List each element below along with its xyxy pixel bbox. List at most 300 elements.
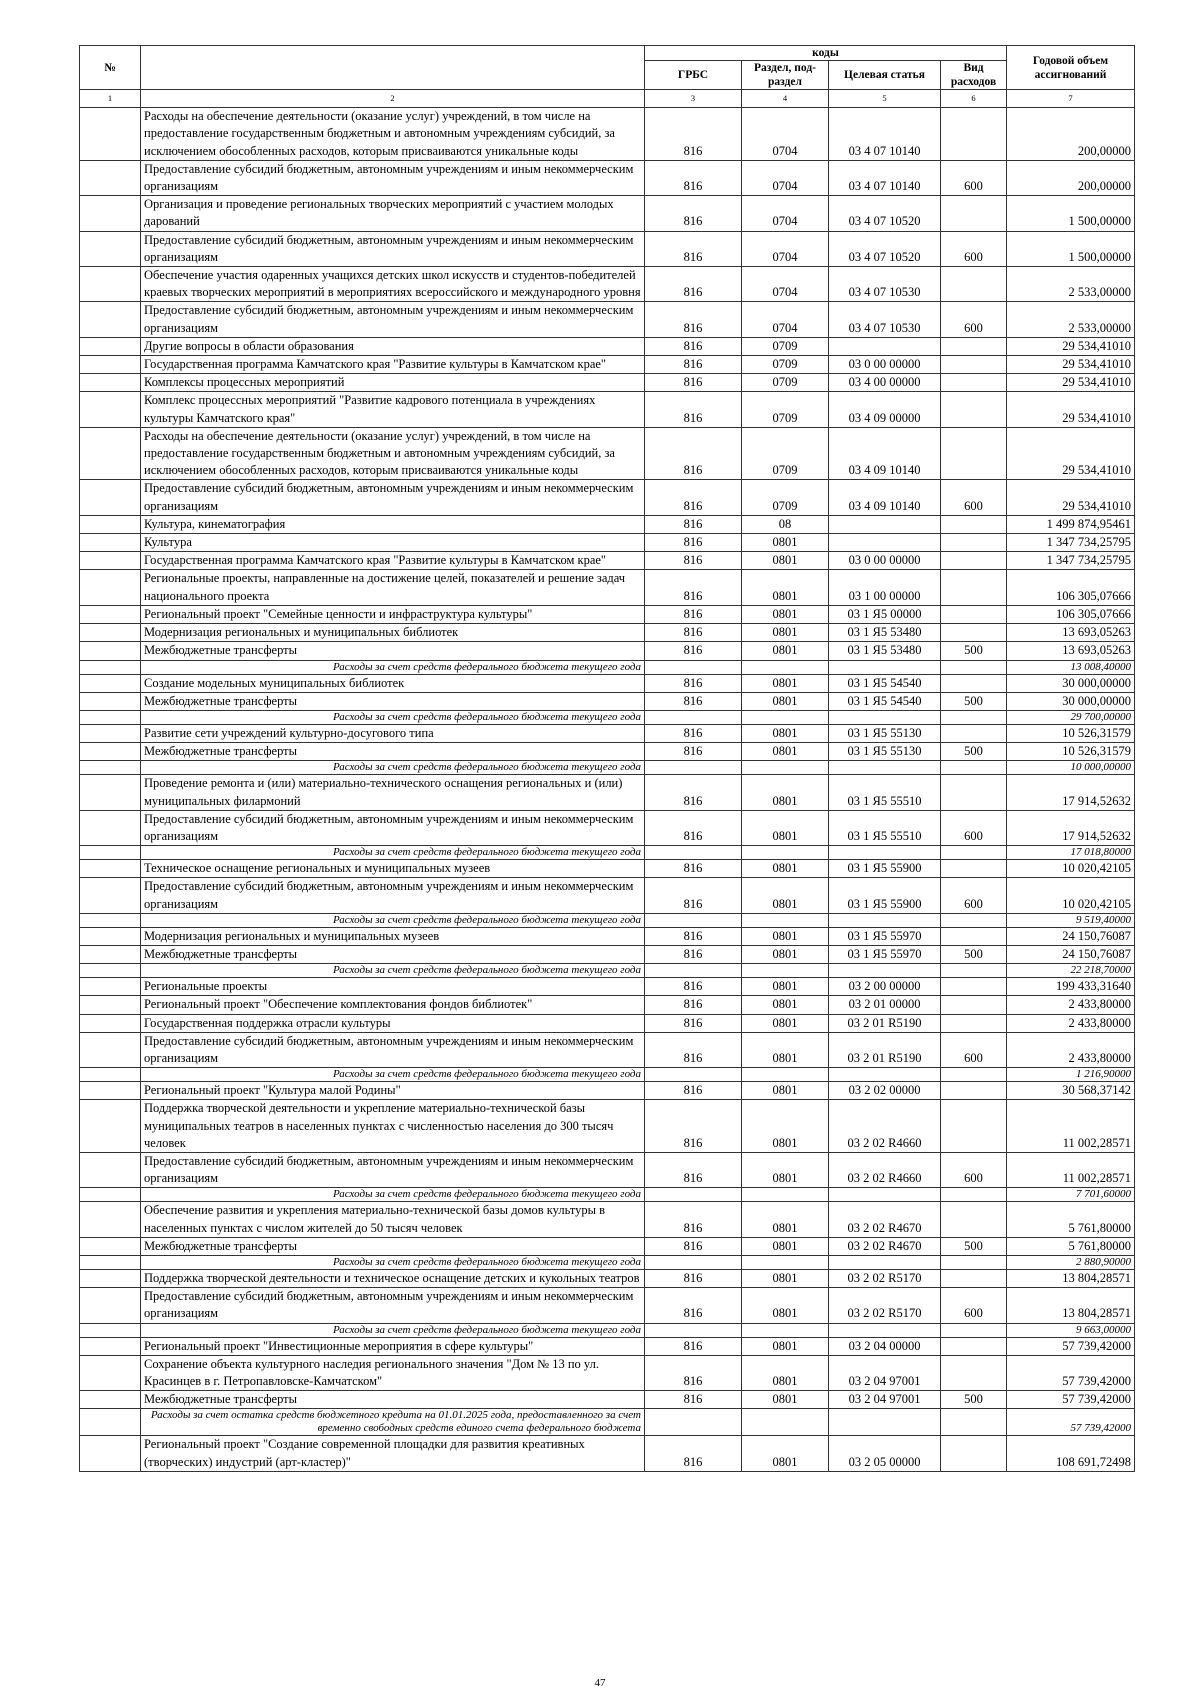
note-row xyxy=(80,660,1135,674)
cell-no xyxy=(80,761,141,775)
cell-no xyxy=(80,515,141,533)
cell-type xyxy=(941,964,1007,978)
cell-amount: 13 693,05263 xyxy=(1007,642,1135,660)
table-row xyxy=(80,1014,1135,1032)
cell-target xyxy=(829,1323,941,1337)
cell-no xyxy=(80,996,141,1014)
cell-section xyxy=(742,1255,829,1269)
cell-amount: 2 880,90000 xyxy=(1007,1255,1135,1269)
cell-grbs: 816 xyxy=(645,231,742,266)
cell-section: 0801 xyxy=(742,1032,829,1067)
cell-no xyxy=(80,1269,141,1287)
cell-no xyxy=(80,1355,141,1390)
cell-amount: 57 739,42000 xyxy=(1007,1409,1135,1436)
cell-name: Предоставление субсидий бюджетным, автономным учреждениям и иным некоммерческим организациям xyxy=(141,1032,645,1067)
table-row xyxy=(80,302,1135,337)
cell-section: 0709 xyxy=(742,480,829,515)
table-row xyxy=(80,945,1135,963)
cell-no xyxy=(80,534,141,552)
cell-name: Проведение ремонта и (или) материально-технического оснащения региональных и (или) муниципальных филармоний xyxy=(141,775,645,810)
cell-target xyxy=(829,964,941,978)
cell-section: 0704 xyxy=(742,231,829,266)
cell-amount: 17 914,52632 xyxy=(1007,775,1135,810)
cell-grbs xyxy=(645,913,742,927)
table-row xyxy=(80,1269,1135,1287)
cell-type xyxy=(941,374,1007,392)
table-row xyxy=(80,1337,1135,1355)
col-number: 4 xyxy=(742,90,829,108)
cell-no xyxy=(80,978,141,996)
cell-grbs: 816 xyxy=(645,692,742,710)
cell-section: 0704 xyxy=(742,302,829,337)
cell-amount: 10 526,31579 xyxy=(1007,743,1135,761)
cell-no xyxy=(80,964,141,978)
cell-name: Модернизация региональных и муниципальных библиотек xyxy=(141,624,645,642)
cell-name: Сохранение объекта культурного наследия регионального значения "Дом № 13 по ул. Красинцев в г. Петропавловске-Камчатском" xyxy=(141,1355,645,1390)
cell-grbs: 816 xyxy=(645,1355,742,1390)
cell-target xyxy=(829,761,941,775)
cell-target: 03 4 09 00000 xyxy=(829,392,941,427)
cell-type xyxy=(941,534,1007,552)
cell-amount: 17 018,80000 xyxy=(1007,846,1135,860)
note-row xyxy=(80,913,1135,927)
cell-target: 03 4 09 10140 xyxy=(829,427,941,480)
cell-section: 0801 xyxy=(742,860,829,878)
table-row xyxy=(80,978,1135,996)
cell-type: 600 xyxy=(941,231,1007,266)
cell-target: 03 2 02 R5170 xyxy=(829,1269,941,1287)
cell-section: 0801 xyxy=(742,1355,829,1390)
cell-section: 0709 xyxy=(742,356,829,374)
cell-grbs xyxy=(645,846,742,860)
cell-type xyxy=(941,337,1007,355)
cell-target: 03 4 07 10520 xyxy=(829,196,941,231)
cell-grbs: 816 xyxy=(645,996,742,1014)
cell-type: 600 xyxy=(941,480,1007,515)
cell-type xyxy=(941,392,1007,427)
cell-section: 0801 xyxy=(742,692,829,710)
cell-amount: 106 305,07666 xyxy=(1007,570,1135,605)
cell-section: 0801 xyxy=(742,605,829,623)
cell-grbs: 816 xyxy=(645,552,742,570)
cell-target xyxy=(829,515,941,533)
cell-target: 03 1 Я5 53480 xyxy=(829,642,941,660)
cell-grbs: 816 xyxy=(645,945,742,963)
table-row xyxy=(80,642,1135,660)
table-row xyxy=(80,1082,1135,1100)
cell-no xyxy=(80,231,141,266)
cell-name: Межбюджетные трансферты xyxy=(141,743,645,761)
cell-no xyxy=(80,1391,141,1409)
cell-name: Создание модельных муниципальных библиотек xyxy=(141,674,645,692)
col-number: 7 xyxy=(1007,90,1135,108)
table-row xyxy=(80,480,1135,515)
cell-section: 0801 xyxy=(742,534,829,552)
cell-no xyxy=(80,108,141,161)
cell-name: Предоставление субсидий бюджетным, автономным учреждениям и иным некоммерческим организациям xyxy=(141,231,645,266)
col-number: 2 xyxy=(141,90,645,108)
note-row xyxy=(80,1323,1135,1337)
cell-grbs: 816 xyxy=(645,860,742,878)
cell-name: Расходы на обеспечение деятельности (оказание услуг) учреждений, в том числе на предоставление государственным бюджетным и автономным учреждениям субсидий, за исключением обособленных расходов, которым присваиваются уникальные коды xyxy=(141,427,645,480)
cell-no xyxy=(80,1014,141,1032)
table-row xyxy=(80,534,1135,552)
cell-type xyxy=(941,927,1007,945)
table-header xyxy=(80,46,1135,108)
cell-target: 03 2 02 00000 xyxy=(829,1082,941,1100)
cell-amount: 200,00000 xyxy=(1007,108,1135,161)
table-row xyxy=(80,337,1135,355)
cell-grbs: 816 xyxy=(645,267,742,302)
cell-no xyxy=(80,480,141,515)
cell-grbs: 816 xyxy=(645,337,742,355)
cell-name: Региональный проект "Обеспечение комплектования фондов библиотек" xyxy=(141,996,645,1014)
cell-name: Предоставление субсидий бюджетным, автономным учреждениям и иным некоммерческим организациям xyxy=(141,1288,645,1323)
cell-note: Расходы за счет остатка средств бюджетного кредита на 01.01.2025 года, предоставленного за счет временно свободных средств единого счета федерального бюджета xyxy=(141,1409,645,1436)
cell-amount: 29 534,41010 xyxy=(1007,356,1135,374)
cell-no xyxy=(80,302,141,337)
cell-target: 03 4 09 10140 xyxy=(829,480,941,515)
note-row xyxy=(80,846,1135,860)
cell-name: Региональные проекты xyxy=(141,978,645,996)
cell-amount: 1 500,00000 xyxy=(1007,231,1135,266)
cell-name: Предоставление субсидий бюджетным, автономным учреждениям и иным некоммерческим организациям xyxy=(141,480,645,515)
cell-amount: 1 500,00000 xyxy=(1007,196,1135,231)
cell-type xyxy=(941,860,1007,878)
cell-target: 03 2 04 97001 xyxy=(829,1391,941,1409)
col-header-section: Раздел, под-раздел xyxy=(742,61,829,90)
note-row xyxy=(80,1068,1135,1082)
cell-section: 0801 xyxy=(742,570,829,605)
cell-no xyxy=(80,1100,141,1153)
cell-type xyxy=(941,605,1007,623)
cell-no xyxy=(80,878,141,913)
cell-no xyxy=(80,1188,141,1202)
col-header-codes: коды xyxy=(645,46,1007,61)
cell-type xyxy=(941,1068,1007,1082)
cell-no xyxy=(80,1255,141,1269)
cell-section: 0801 xyxy=(742,810,829,845)
cell-target: 03 2 05 00000 xyxy=(829,1436,941,1471)
cell-type xyxy=(941,1188,1007,1202)
cell-name: Предоставление субсидий бюджетным, автономным учреждениям и иным некоммерческим организациям xyxy=(141,878,645,913)
table-row xyxy=(80,356,1135,374)
cell-name: Поддержка творческой деятельности и техническое оснащение детских и кукольных театров xyxy=(141,1269,645,1287)
cell-section: 0801 xyxy=(742,552,829,570)
cell-type xyxy=(941,552,1007,570)
cell-target: 03 4 07 10140 xyxy=(829,160,941,195)
cell-type xyxy=(941,1355,1007,1390)
cell-amount: 11 002,28571 xyxy=(1007,1152,1135,1187)
cell-type xyxy=(941,1255,1007,1269)
cell-grbs: 816 xyxy=(645,108,742,161)
cell-grbs: 816 xyxy=(645,878,742,913)
cell-target xyxy=(829,337,941,355)
cell-no xyxy=(80,1323,141,1337)
cell-name: Предоставление субсидий бюджетным, автономным учреждениям и иным некоммерческим организациям xyxy=(141,302,645,337)
col-header-amount: Годовой объем ассигнований xyxy=(1007,46,1135,90)
table-row xyxy=(80,374,1135,392)
cell-amount: 10 000,00000 xyxy=(1007,761,1135,775)
cell-amount: 13 693,05263 xyxy=(1007,624,1135,642)
cell-name: Другие вопросы в области образования xyxy=(141,337,645,355)
table-row xyxy=(80,624,1135,642)
cell-type xyxy=(941,427,1007,480)
cell-note: Расходы за счет средств федерального бюджета текущего года xyxy=(141,913,645,927)
cell-amount: 24 150,76087 xyxy=(1007,927,1135,945)
cell-grbs: 816 xyxy=(645,1391,742,1409)
cell-target xyxy=(829,846,941,860)
column-number-row xyxy=(80,90,1135,108)
cell-target xyxy=(829,1255,941,1269)
table-row xyxy=(80,267,1135,302)
cell-target: 03 0 00 00000 xyxy=(829,356,941,374)
cell-type xyxy=(941,724,1007,742)
cell-no xyxy=(80,552,141,570)
cell-target xyxy=(829,1188,941,1202)
cell-target xyxy=(829,710,941,724)
cell-name: Комплексы процессных мероприятий xyxy=(141,374,645,392)
cell-target: 03 1 Я5 55970 xyxy=(829,945,941,963)
table-row xyxy=(80,860,1135,878)
cell-no xyxy=(80,642,141,660)
cell-note: Расходы за счет средств федерального бюджета текущего года xyxy=(141,710,645,724)
cell-name: Межбюджетные трансферты xyxy=(141,945,645,963)
page-number: 47 xyxy=(594,1677,606,1689)
cell-section: 0801 xyxy=(742,1082,829,1100)
cell-type: 500 xyxy=(941,743,1007,761)
table-row xyxy=(80,1202,1135,1237)
cell-target: 03 2 02 R4670 xyxy=(829,1237,941,1255)
cell-amount: 9 519,40000 xyxy=(1007,913,1135,927)
cell-name: Организация и проведение региональных творческих мероприятий с участием молодых дарований xyxy=(141,196,645,231)
table-row xyxy=(80,108,1135,161)
cell-section: 0801 xyxy=(742,996,829,1014)
cell-section: 08 xyxy=(742,515,829,533)
cell-name: Государственная поддержка отрасли культуры xyxy=(141,1014,645,1032)
cell-amount: 29 534,41010 xyxy=(1007,480,1135,515)
cell-amount: 9 663,00000 xyxy=(1007,1323,1135,1337)
cell-grbs: 816 xyxy=(645,1237,742,1255)
cell-grbs: 816 xyxy=(645,1436,742,1471)
cell-amount: 2 533,00000 xyxy=(1007,267,1135,302)
cell-target xyxy=(829,1409,941,1436)
cell-target: 03 1 Я5 53480 xyxy=(829,624,941,642)
cell-note: Расходы за счет средств федерального бюджета текущего года xyxy=(141,1255,645,1269)
cell-amount: 1 216,90000 xyxy=(1007,1068,1135,1082)
cell-target: 03 2 02 R5170 xyxy=(829,1288,941,1323)
cell-grbs: 816 xyxy=(645,642,742,660)
cell-amount: 13 804,28571 xyxy=(1007,1288,1135,1323)
cell-amount: 11 002,28571 xyxy=(1007,1100,1135,1153)
cell-amount: 17 914,52632 xyxy=(1007,810,1135,845)
cell-type xyxy=(941,356,1007,374)
cell-section xyxy=(742,846,829,860)
cell-no xyxy=(80,356,141,374)
cell-name: Техническое оснащение региональных и муниципальных музеев xyxy=(141,860,645,878)
cell-amount: 29 534,41010 xyxy=(1007,427,1135,480)
cell-section: 0801 xyxy=(742,624,829,642)
cell-amount: 1 499 874,95461 xyxy=(1007,515,1135,533)
cell-section: 0709 xyxy=(742,337,829,355)
cell-grbs: 816 xyxy=(645,1152,742,1187)
cell-type xyxy=(941,1436,1007,1471)
cell-section: 0801 xyxy=(742,1014,829,1032)
cell-grbs xyxy=(645,1188,742,1202)
cell-type xyxy=(941,1409,1007,1436)
cell-section: 0709 xyxy=(742,374,829,392)
cell-type xyxy=(941,761,1007,775)
cell-target: 03 2 01 R5190 xyxy=(829,1014,941,1032)
cell-section xyxy=(742,964,829,978)
cell-type xyxy=(941,775,1007,810)
cell-grbs xyxy=(645,761,742,775)
cell-section: 0704 xyxy=(742,196,829,231)
cell-amount: 30 000,00000 xyxy=(1007,692,1135,710)
cell-name: Межбюджетные трансферты xyxy=(141,1391,645,1409)
cell-target: 03 1 Я5 00000 xyxy=(829,605,941,623)
cell-amount: 29 700,00000 xyxy=(1007,710,1135,724)
cell-grbs: 816 xyxy=(645,1202,742,1237)
table-row xyxy=(80,605,1135,623)
cell-no xyxy=(80,1152,141,1187)
cell-type xyxy=(941,624,1007,642)
note-row xyxy=(80,710,1135,724)
cell-type: 600 xyxy=(941,1152,1007,1187)
cell-grbs: 816 xyxy=(645,374,742,392)
cell-no xyxy=(80,427,141,480)
cell-name: Региональный проект "Инвестиционные мероприятия в сфере культуры" xyxy=(141,1337,645,1355)
cell-no xyxy=(80,196,141,231)
cell-amount: 1 347 734,25795 xyxy=(1007,552,1135,570)
cell-grbs: 816 xyxy=(645,1100,742,1153)
cell-type xyxy=(941,196,1007,231)
table-row xyxy=(80,1391,1135,1409)
cell-target: 03 1 Я5 54540 xyxy=(829,674,941,692)
cell-name: Государственная программа Камчатского края "Развитие культуры в Камчатском крае" xyxy=(141,356,645,374)
note-row xyxy=(80,964,1135,978)
cell-amount: 2 433,80000 xyxy=(1007,1014,1135,1032)
cell-target: 03 2 02 R4670 xyxy=(829,1202,941,1237)
cell-amount: 13 804,28571 xyxy=(1007,1269,1135,1287)
cell-amount: 199 433,31640 xyxy=(1007,978,1135,996)
table-row xyxy=(80,692,1135,710)
cell-section: 0801 xyxy=(742,1391,829,1409)
note-row xyxy=(80,1409,1135,1436)
cell-section: 0801 xyxy=(742,1269,829,1287)
cell-name: Региональные проекты, направленные на достижение целей, показателей и решение задач национального проекта xyxy=(141,570,645,605)
cell-section: 0801 xyxy=(742,978,829,996)
cell-section xyxy=(742,913,829,927)
cell-section: 0801 xyxy=(742,743,829,761)
cell-target: 03 4 07 10530 xyxy=(829,302,941,337)
cell-type xyxy=(941,996,1007,1014)
cell-amount: 200,00000 xyxy=(1007,160,1135,195)
cell-grbs xyxy=(645,1068,742,1082)
cell-section: 0801 xyxy=(742,775,829,810)
table-row xyxy=(80,878,1135,913)
cell-no xyxy=(80,392,141,427)
cell-grbs: 816 xyxy=(645,534,742,552)
col-header-type: Вид расходов xyxy=(941,61,1007,90)
cell-section: 0801 xyxy=(742,1436,829,1471)
note-row xyxy=(80,1255,1135,1269)
cell-grbs: 816 xyxy=(645,1014,742,1032)
table-row xyxy=(80,1237,1135,1255)
cell-name: Региональный проект "Семейные ценности и инфраструктура культуры" xyxy=(141,605,645,623)
cell-no xyxy=(80,660,141,674)
cell-type xyxy=(941,1323,1007,1337)
cell-section: 0801 xyxy=(742,674,829,692)
cell-target xyxy=(829,660,941,674)
cell-type xyxy=(941,267,1007,302)
cell-target: 03 0 00 00000 xyxy=(829,552,941,570)
cell-section: 0704 xyxy=(742,160,829,195)
cell-note: Расходы за счет средств федерального бюджета текущего года xyxy=(141,660,645,674)
cell-target: 03 1 Я5 55510 xyxy=(829,810,941,845)
cell-grbs xyxy=(645,1323,742,1337)
cell-type: 500 xyxy=(941,945,1007,963)
table-row xyxy=(80,1436,1135,1471)
cell-target: 03 2 04 00000 xyxy=(829,1337,941,1355)
cell-no xyxy=(80,1237,141,1255)
cell-target: 03 4 07 10520 xyxy=(829,231,941,266)
cell-no xyxy=(80,860,141,878)
cell-grbs: 816 xyxy=(645,302,742,337)
cell-amount: 5 761,80000 xyxy=(1007,1237,1135,1255)
cell-section: 0801 xyxy=(742,1288,829,1323)
cell-amount: 10 526,31579 xyxy=(1007,724,1135,742)
cell-amount: 30 000,00000 xyxy=(1007,674,1135,692)
cell-name: Обеспечение участия одаренных учащихся детских школ искусств и студентов-победителей краевых творческих мероприятий в мероприятиях всероссийского и международного уровня xyxy=(141,267,645,302)
cell-name: Межбюджетные трансферты xyxy=(141,1237,645,1255)
cell-type: 600 xyxy=(941,1288,1007,1323)
cell-grbs: 816 xyxy=(645,160,742,195)
cell-type: 600 xyxy=(941,302,1007,337)
table-row xyxy=(80,927,1135,945)
cell-target: 03 1 Я5 55900 xyxy=(829,878,941,913)
cell-section: 0704 xyxy=(742,108,829,161)
col-number: 6 xyxy=(941,90,1007,108)
cell-amount: 1 347 734,25795 xyxy=(1007,534,1135,552)
cell-name: Культура, кинематография xyxy=(141,515,645,533)
note-row xyxy=(80,761,1135,775)
cell-no xyxy=(80,337,141,355)
cell-amount: 5 761,80000 xyxy=(1007,1202,1135,1237)
cell-name: Предоставление субсидий бюджетным, автономным учреждениям и иным некоммерческим организациям xyxy=(141,160,645,195)
cell-no xyxy=(80,1202,141,1237)
col-header-target: Целевая статья xyxy=(829,61,941,90)
cell-no xyxy=(80,1068,141,1082)
cell-name: Культура xyxy=(141,534,645,552)
cell-no xyxy=(80,570,141,605)
cell-amount: 29 534,41010 xyxy=(1007,374,1135,392)
table-row xyxy=(80,427,1135,480)
cell-name: Развитие сети учреждений культурно-досугового типа xyxy=(141,724,645,742)
table-body xyxy=(80,108,1135,1472)
cell-amount: 2 433,80000 xyxy=(1007,1032,1135,1067)
cell-no xyxy=(80,267,141,302)
cell-target: 03 1 Я5 55130 xyxy=(829,724,941,742)
table-row xyxy=(80,775,1135,810)
cell-target xyxy=(829,534,941,552)
cell-grbs: 816 xyxy=(645,480,742,515)
cell-name: Модернизация региональных и муниципальных музеев xyxy=(141,927,645,945)
cell-amount: 22 218,70000 xyxy=(1007,964,1135,978)
cell-note: Расходы за счет средств федерального бюджета текущего года xyxy=(141,1323,645,1337)
cell-section: 0801 xyxy=(742,724,829,742)
table-row xyxy=(80,515,1135,533)
